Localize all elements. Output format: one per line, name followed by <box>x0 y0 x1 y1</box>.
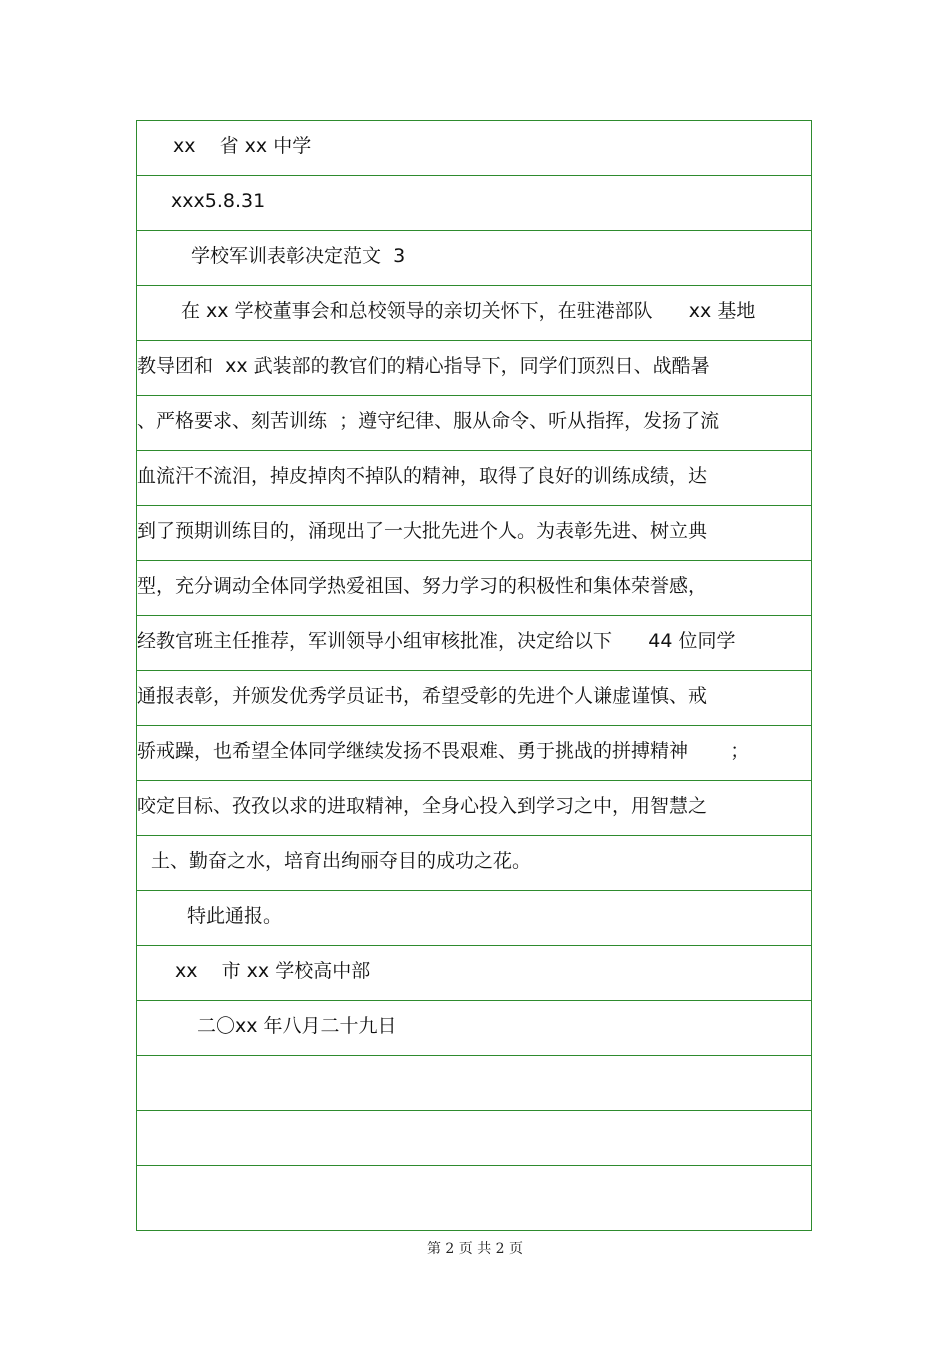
text-row <box>137 286 811 341</box>
text-row <box>137 836 811 891</box>
text-row <box>137 726 811 781</box>
text-line: 、严格要求、刻苦训练 ；遵守纪律、服从命令、听从指挥，发扬了流 <box>137 410 720 432</box>
text-row <box>137 671 811 726</box>
text-line: 通报表彰，并颁发优秀学员证书，希望受彰的先进个人谦虚谨慎、戒 <box>137 685 708 707</box>
text-row <box>137 231 811 286</box>
text-line: xx 市 xx 学校高中部 <box>175 960 371 982</box>
page-footer: 第 2 页 共 2 页 <box>426 1241 524 1257</box>
text-line: 到了预期训练目的，涌现出了一大批先进个人。为表彰先进、树立典 <box>137 520 708 542</box>
text-line: 土、勤奋之水，培育出绚丽夺目的成功之花。 <box>151 850 532 872</box>
text-row <box>137 176 811 231</box>
text-row <box>137 1001 811 1056</box>
text-row <box>137 396 811 451</box>
text-line: 特此通报。 <box>187 905 283 927</box>
text-line: 二〇xx 年八月二十九日 <box>197 1015 397 1037</box>
text-line: xxx5.8.31 <box>171 190 266 212</box>
text-row <box>137 781 811 836</box>
text-line: 教导团和 xx 武装部的教官们的精心指导下，同学们顶烈日、战酷暑 <box>137 355 710 377</box>
text-row <box>137 946 811 1001</box>
text-row <box>137 616 811 671</box>
text-row <box>137 506 811 561</box>
text-line: 型，充分调动全体同学热爱祖国、努力学习的积极性和集体荣誉感， <box>137 575 708 597</box>
text-row <box>137 891 811 946</box>
text-row <box>137 341 811 396</box>
text-row <box>137 1166 811 1230</box>
text-row <box>137 561 811 616</box>
text-line: 骄戒躁，也希望全体同学继续发扬不畏艰难、勇于挑战的拼搏精神 ； <box>137 740 750 762</box>
document-title: 学校军训表彰决定范文 3 <box>191 245 406 267</box>
text-line: 经教官班主任推荐，军训领导小组审核批准，决定给以下 44 位同学 <box>137 630 736 652</box>
text-line: 血流汗不流泪，掉皮掉肉不掉队的精神，取得了良好的训练成绩，达 <box>137 465 708 487</box>
text-row <box>137 1056 811 1111</box>
text-row <box>137 121 811 176</box>
lined-text-area <box>136 120 812 1231</box>
text-line: 咬定目标、孜孜以求的进取精神，全身心投入到学习之中，用智慧之 <box>137 795 708 817</box>
text-row <box>137 451 811 506</box>
text-line: 在 xx 学校董事会和总校领导的亲切关怀下，在驻港部队 xx 基地 <box>181 300 756 322</box>
text-line: xx 省 xx 中学 <box>173 135 312 157</box>
text-row <box>137 1111 811 1166</box>
